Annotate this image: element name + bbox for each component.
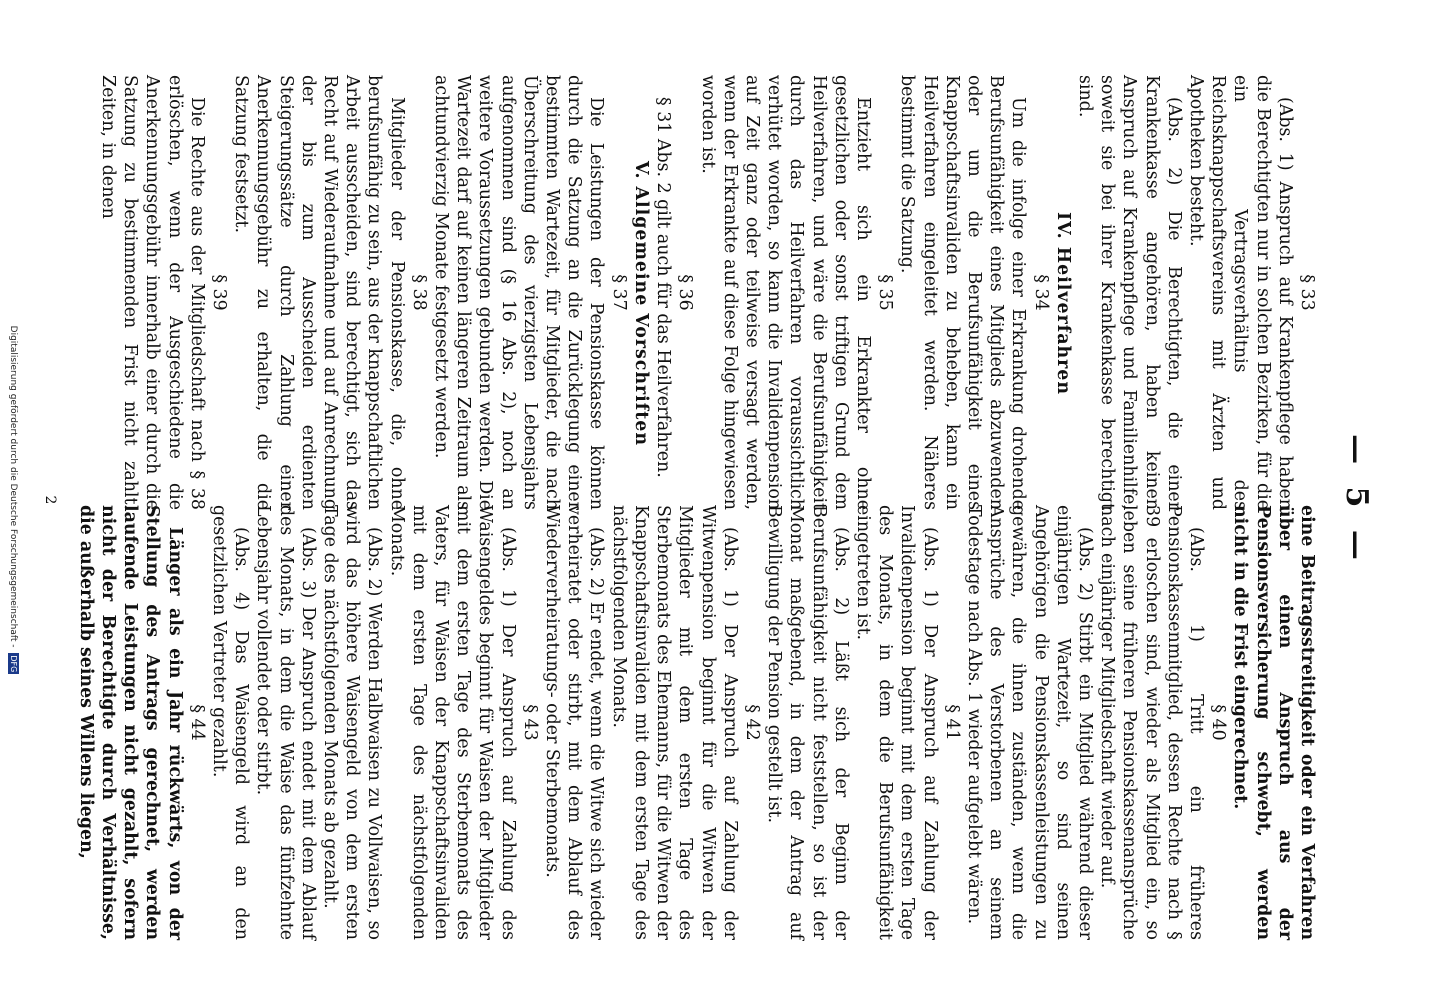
section-title: § 38 — [408, 274, 429, 311]
page-number: 2 — [42, 495, 58, 505]
section-title: § 41 — [941, 704, 962, 741]
right-column — [75, 505, 1318, 940]
section-title: § 37 — [608, 274, 629, 311]
paragraph: Die Rechte aus der Mitgliedschaft nach § 38 erlöschen, wenn der Ausgeschiedene die Anerkennungsgebühr innerhalb einer durch die Satzung zu bestimmenden Frist nicht zahlt. Zeiten, in denen — [98, 75, 207, 510]
paragraph: (Abs. 2) Stirbt ein Mitglied während dieser einjährigen Wartezeit, so sind seinen Angehörigen die Pensionskassenleistungen zu gewähren, die ihnen zuständen, wenn die Ansprüche des Verstorbenen an seinem Todestage nach Abs. 1 wieder aufgelebt wären. — [963, 505, 1095, 940]
section-title: § 42 — [741, 704, 762, 741]
paragraph-continued: eine Beitragsstreitigkeit oder ein Verfahren über einen Anspruch aus der Pensionsversicherung schwebt, werden nicht in die Frist eingerechnet. — [1230, 505, 1317, 940]
paragraph: Mitglieder der Pensionskasse, die, ohne berufsunfähig zu sein, aus der knappschaftlichen Arbeit ausscheiden, sind berechtigt, sich das Recht auf Wiederaufnahme und auf Anrechnung der bis zum Ausscheiden erdienten Steigerungssätze durch Zahlung einer Anerkennungsgebühr zu erhalten, die die Satzung festsetzt. — [231, 75, 407, 510]
paragraph: (Abs. 2) Läßt sich der Beginn der Berufsunfähigkeit nicht feststellen, so ist der Monat maßgebend, in dem der Antrag auf Bewilligung der Pension gestellt ist. — [764, 505, 851, 940]
paragraph: (Abs. 4) Das Waisengeld wird an den gesetzlichen Vertreter gezahlt. — [209, 505, 252, 940]
paragraph: § 31 Abs. 2 gilt auch für das Heilverfahren. — [653, 97, 674, 478]
section-title: § 44 — [186, 704, 207, 741]
section-title: § 36 — [675, 274, 696, 311]
digitization-footer — [8, 0, 19, 1000]
paragraph: (Abs. 2) Die Berechtigten, die einer Krankenkasse angehören, haben keinen Anspruch auf Krankenpflege und Familienhilfe, soweit sie bei ihrer Krankenkasse berechtigt sind. — [1074, 75, 1184, 510]
section-title: § 33 — [1297, 274, 1317, 311]
chapter-heading: IV. Heilverfahren — [1052, 212, 1073, 395]
section-title: § 39 — [209, 274, 230, 311]
dfg-logo: DFG — [9, 655, 18, 673]
section-title: § 43 — [519, 704, 540, 741]
section-title: § 35 — [875, 274, 896, 311]
paragraph: (Abs. 1) Der Anspruch auf Zahlung des Waisengeldes beginnt für Waisen der Mitglieder mit dem ersten Tage des Sterbemonats des Vaters, für Waisen der Knappschaftsinvaliden mit dem ersten Tage des nächstfolgenden Monats. — [386, 505, 518, 940]
footer-text: Digitalisierung gefördert durch die Deutsche Forschungsgemeinschaft - — [8, 325, 18, 648]
paragraph: (Abs. 2) Er endet, wenn die Witwe sich wieder verheiratet oder stirbt, mit dem Ablauf des Wiederverheiratungs- oder Sterbemonats. — [542, 505, 607, 940]
section-title: § 40 — [1208, 704, 1229, 741]
paragraph: (Abs. 1) Tritt ein früheres Pensionskassenmitglied, dessen Rechte nach § 39 erloschen sind, wieder als Mitglied ein, so leben seine früheren Pensionskassenansprüche nach einjähriger Mitgliedschaft wieder auf. — [1097, 505, 1206, 940]
paragraph: Die Leistungen der Pensionskasse können durch die Satzung an die Zurücklegung einer bestimmten Wartezeit, für Mitglieder, die nach Überschreitung des vierzigsten Lebensjahrs aufgenommen sind (§ 16 Abs. 2), noch an weitere Voraussetzungen gebunden werden. Die Wartezeit darf auf keinen längeren Zeitraum als achtundvierzig Monate festgesetzt werden. — [431, 75, 607, 510]
section-title: § 34 — [1030, 274, 1051, 311]
paragraph: (Abs. 1) Der Anspruch auf Zahlung der Invalidenpension beginnt mit dem ersten Tage des Monats, in dem die Berufsunfähigkeit eingetreten ist. — [852, 505, 940, 940]
paragraph: (Abs. 2) Werden Halbwaisen zu Vollwaisen, so wird das höhere Waisengeld von dem ersten Tage des nächstfolgenden Monats ab gezahlt. — [320, 505, 385, 940]
paragraph: Länger als ein Jahr rückwärts, von der Stellung des Antrags gerechnet, werden laufende Leistungen nicht gezahlt, sofern nicht der Berechtigte durch Verhältnisse, die außerhalb seines Willens liegen, — [75, 505, 185, 940]
paragraph: Um die infolge einer Erkrankung drohende Berufsunfähigkeit eines Mitglieds abzuwenden oder um die Berufsunfähigkeit eines Knappschaftsinvaliden zu beheben, kann ein Heilverfahren eingeleitet werden. Näheres bestimmt die Satzung. — [897, 75, 1029, 510]
paragraph: (Abs. 1) Anspruch auf Krankenpflege haben die Berechtigten nur in solchen Bezirken, für die ein Vertragsverhältnis des Reichsknappschaftsvereins mit Ärzten und Apotheken besteht. — [1185, 75, 1295, 510]
paragraph: (Abs. 3) Der Anspruch endet mit dem Ablauf des Monats, in dem die Waise das fünfzehnte Lebensjahr vollendet oder stirbt. — [253, 505, 318, 940]
left-column — [97, 75, 1318, 510]
paragraph: Entzieht sich ein Erkrankter ohne gesetzlichen oder sonst triftigen Grund dem Heilverfahren, und wäre die Berufsunfähigkeit durch das Heilverfahren voraussichtlich verhütet worden, so kann die Invalidenpension auf Zeit ganz oder teilweise versagt werden, wenn der Erkrankte auf diese Folge hingewiesen worden ist. — [697, 75, 873, 510]
paragraph: (Abs. 1) Der Anspruch auf Zahlung der Witwenpension beginnt für die Witwen der Mitglieder mit dem ersten Tage des Sterbemonats des Ehemanns, für die Witwen der Knappschaftsinvaliden mit dem ersten Tage des nächstfolgenden Monats. — [608, 505, 740, 940]
page-header: — 5 — — [1339, 434, 1374, 566]
chapter-heading: V. Allgemeine Vorschriften — [630, 161, 651, 446]
